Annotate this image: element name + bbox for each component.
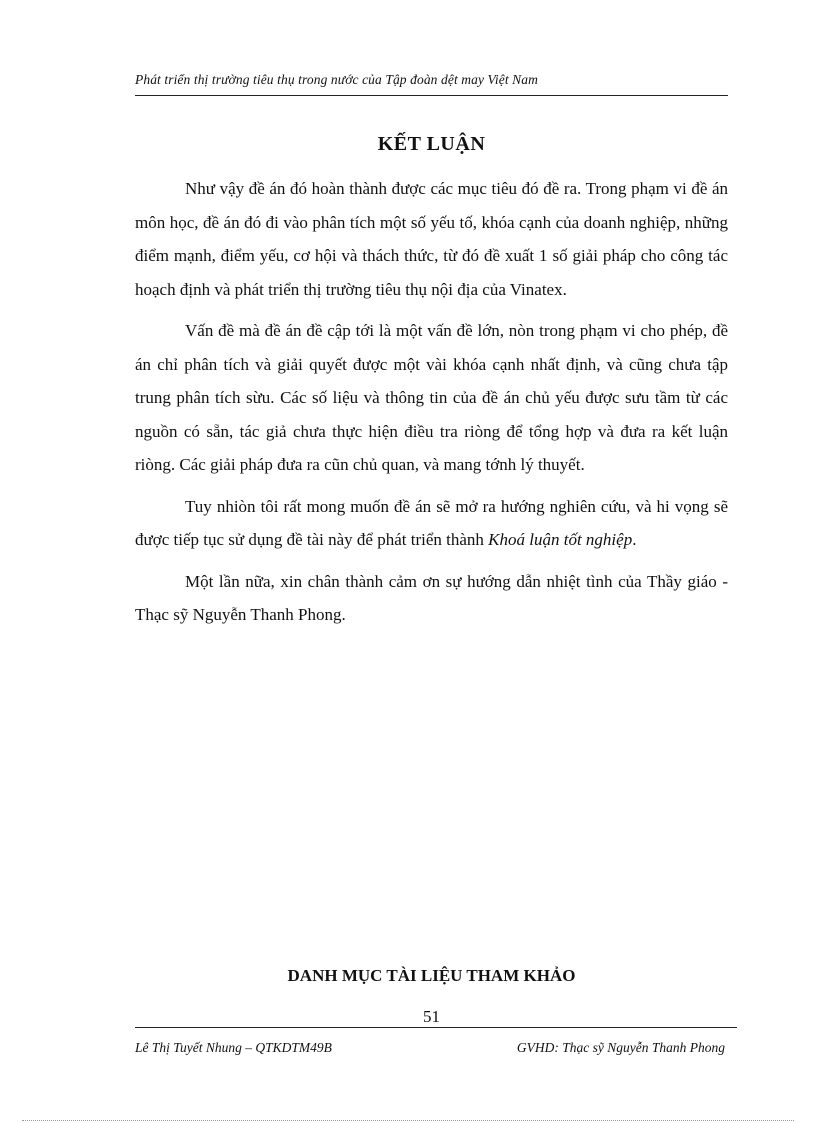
paragraph-2: Vấn đề mà đề án đề cập tới là một vấn đề lớn, nòn trong phạm vi cho phép, đề án chỉ phân tích và giải quyết được một vài khóa cạnh nhất định, và cũng chưa tập trung phân tích sừu. Các số liệu và thông tin của đề án chủ yếu được sưu tầm từ các nguồn có sẵn, tác giả chưa thực hiện điều tra riòng để tổng hợp và đưa ra kết luận riòng. Các giải pháp đưa ra cũn chủ quan, và mang tớnh lý thuyết. — [135, 321, 728, 474]
page-bottom-edge — [22, 1120, 794, 1121]
footer-author: Lê Thị Tuyết Nhung – QTKDTM49B — [135, 1040, 332, 1055]
section-title: KẾT LUẬN — [377, 133, 486, 155]
running-header: Phát triển thị trường tiêu thụ trong nước của Tập đoàn dệt may Việt Nam — [135, 72, 538, 87]
page-number: 51 — [423, 1007, 440, 1026]
paragraph-3-text: Tuy nhiòn tôi rất mong muốn đề án sẽ mở ra hướng nghiên cứu, và hi vọng sẽ được tiếp tục sử dụng đề tài này để phát triển thành — [135, 496, 728, 549]
thesis-term: Khoá luận tốt nghiệp — [488, 530, 633, 549]
header-divider — [135, 95, 728, 96]
paragraph-3-end: . — [632, 530, 637, 549]
paragraph-3 — [135, 490, 728, 557]
footer-supervisor: GVHD: Thạc sỹ Nguyễn Thanh Phong — [516, 1040, 725, 1055]
conclusion-body — [135, 172, 728, 640]
paragraph-1: Như vậy đề án đó hoàn thành được các mục tiêu đó đề ra. Trong phạm vi đề án môn học, đề án đó đi vào phân tích một số yếu tố, khóa cạnh của doanh nghiệp, những điểm mạnh, điểm yếu, cơ hội và thách thức, từ đó đề xuất 1 số giải pháp cho công tác hoạch định và phát triển thị trường tiêu thụ nội địa của Vinatex. — [135, 179, 728, 299]
footer-divider — [135, 1027, 737, 1028]
paragraph-4: Một lần nữa, xin chân thành cảm ơn sự hướng dẫn nhiệt tình của Thầy giáo - Thạc sỹ Nguyễn Thanh Phong. — [135, 571, 728, 624]
references-heading: DANH MỤC TÀI LIỆU THAM KHẢO — [287, 966, 576, 985]
